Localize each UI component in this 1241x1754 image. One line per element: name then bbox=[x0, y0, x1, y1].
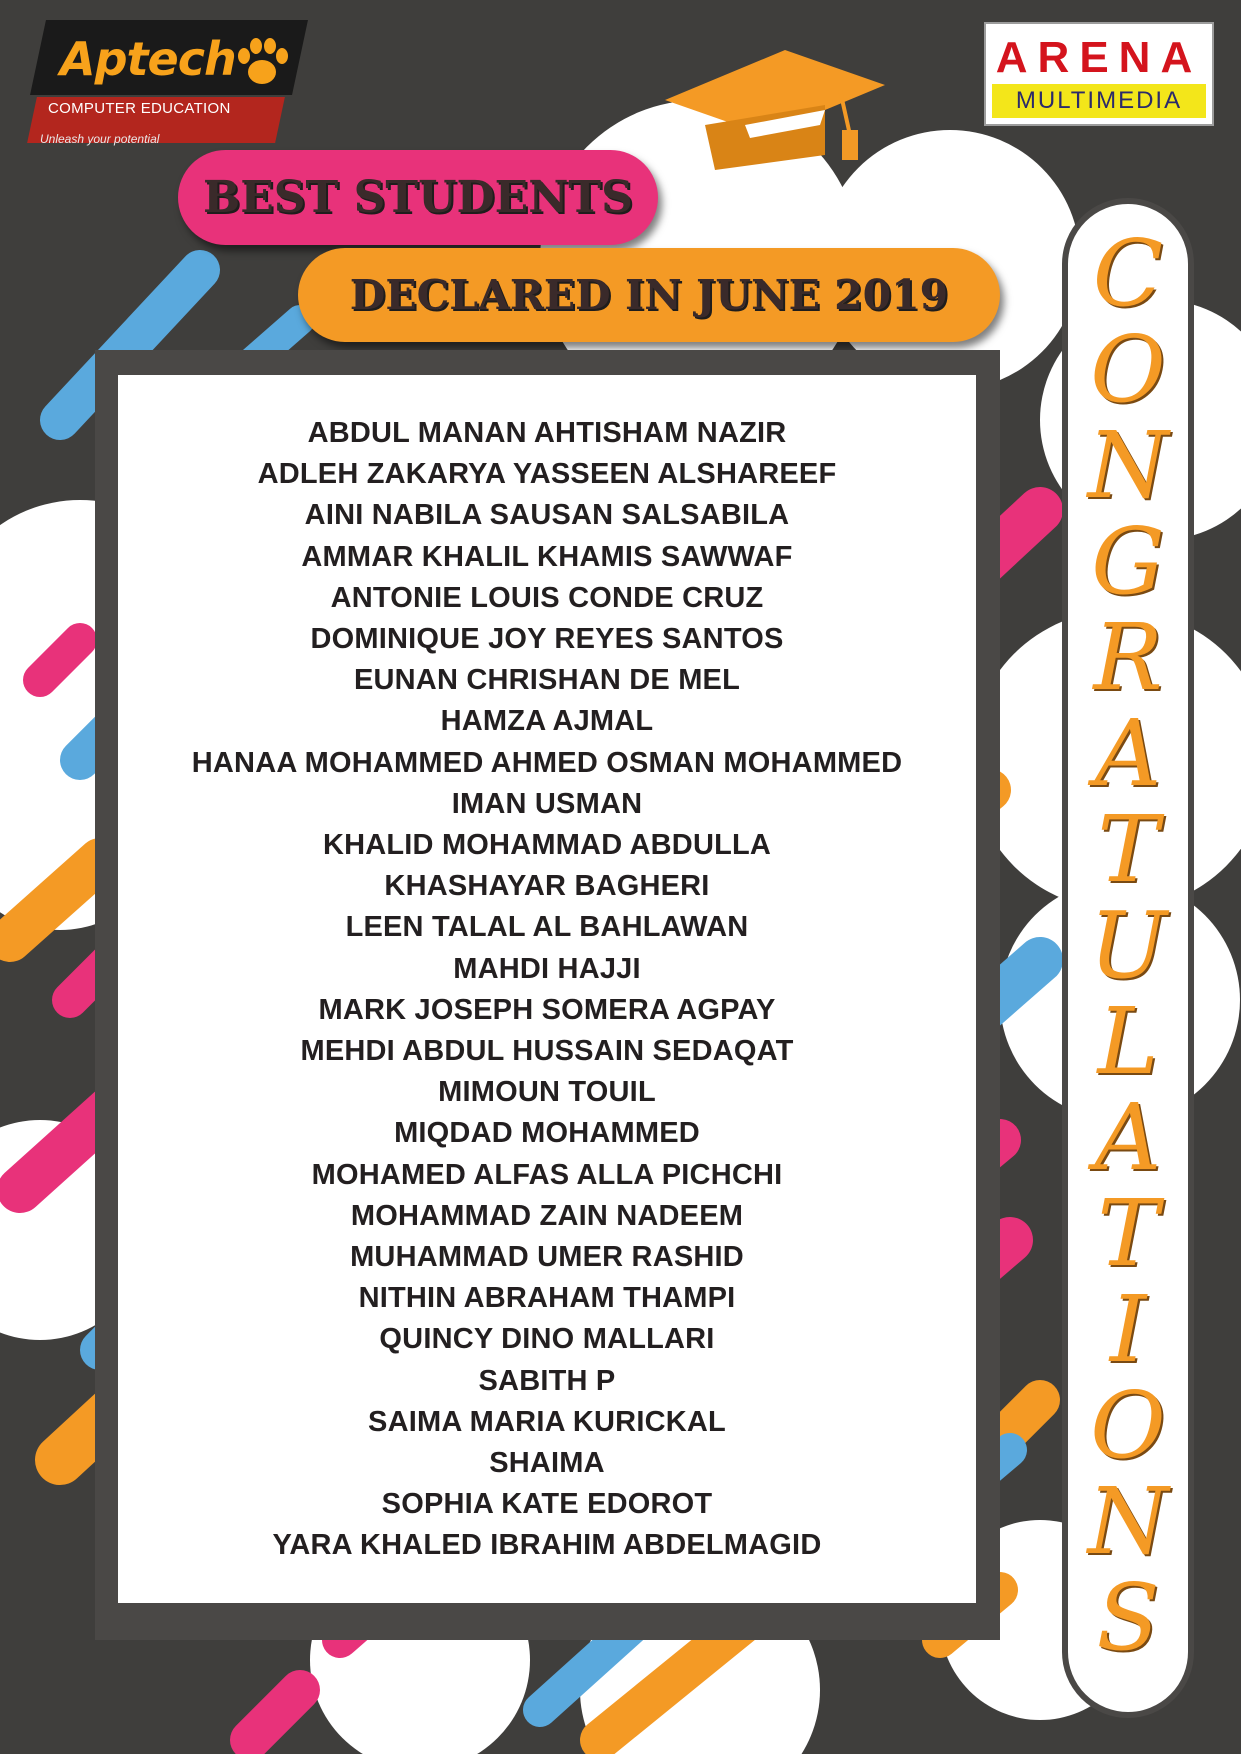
student-name: MUHAMMAD UMER RASHID bbox=[350, 1241, 744, 1274]
student-name: AMMAR KHALIL KHAMIS SAWWAF bbox=[301, 540, 793, 573]
student-name: HAMZA AJMAL bbox=[440, 705, 654, 738]
arena-logo-top: ARENA bbox=[995, 33, 1203, 82]
student-name: MARK JOSEPH SOMERA AGPAY bbox=[318, 993, 776, 1026]
declared-date-banner: DECLARED IN JUNE 2019 bbox=[298, 248, 1000, 342]
congratulations-letter: T bbox=[1097, 796, 1159, 903]
congratulations-letter: R bbox=[1093, 604, 1163, 711]
congratulations-letter: O bbox=[1090, 316, 1166, 423]
congratulations-letter: U bbox=[1089, 892, 1167, 999]
congratulations-letter: I bbox=[1109, 1276, 1147, 1383]
congratulations-letter: T bbox=[1097, 1180, 1159, 1287]
student-name: KHASHAYAR BAGHERI bbox=[384, 870, 710, 903]
congratulations-letter: O bbox=[1090, 1372, 1166, 1479]
congratulations-letter: N bbox=[1087, 412, 1169, 519]
student-name: MIMOUN TOUIL bbox=[438, 1076, 656, 1109]
congratulations-pill bbox=[1062, 198, 1194, 1718]
student-name: ABDUL MANAN AHTISHAM NAZIR bbox=[307, 417, 787, 449]
graduation-cap-icon bbox=[635, 30, 895, 180]
student-name: MIQDAD MOHAMMED bbox=[394, 1117, 700, 1150]
aptech-logo-subtitle: COMPUTER EDUCATION bbox=[48, 100, 231, 117]
student-name: SHAIMA bbox=[489, 1447, 605, 1480]
student-name: MOHAMED ALFAS ALLA PICHCHI bbox=[311, 1158, 783, 1191]
student-list-panel bbox=[118, 375, 976, 1603]
congratulations-letter: A bbox=[1094, 1084, 1162, 1191]
student-name: IMAN USMAN bbox=[451, 787, 643, 820]
student-name: EUNAN CHRISHAN DE MEL bbox=[353, 664, 741, 697]
student-name: HANAA MOHAMMED AHMED OSMAN MOHAMMED bbox=[191, 746, 903, 779]
student-name: LEEN TALAL AL BAHLAWAN bbox=[345, 911, 749, 944]
aptech-logo-name: Aptech bbox=[60, 32, 236, 86]
student-name: NITHIN ABRAHAM THAMPI bbox=[358, 1282, 736, 1315]
student-name: ADLEH ZAKARYA YASSEEN ALSHAREEF bbox=[257, 458, 837, 491]
arena-multimedia-logo bbox=[984, 22, 1214, 126]
student-name: QUINCY DINO MALLARI bbox=[379, 1323, 715, 1356]
congratulations-letter: L bbox=[1097, 988, 1159, 1095]
student-name: DOMINIQUE JOY REYES SANTOS bbox=[310, 623, 784, 656]
congratulations-letter: A bbox=[1094, 700, 1162, 807]
student-name: SABITH P bbox=[478, 1364, 616, 1397]
aptech-logo bbox=[30, 20, 300, 150]
congratulations-letter: C bbox=[1092, 220, 1164, 327]
paw-icon bbox=[230, 32, 292, 92]
student-name: MAHDI HAJJI bbox=[453, 952, 641, 985]
best-students-banner: BEST STUDENTS bbox=[178, 150, 658, 245]
congratulations-letter: G bbox=[1091, 508, 1165, 615]
student-name: YARA KHALED IBRAHIM ABDELMAGID bbox=[272, 1529, 822, 1562]
student-name: MEHDI ABDUL HUSSAIN SEDAQAT bbox=[300, 1035, 794, 1068]
student-name: SAIMA MARIA KURICKAL bbox=[368, 1405, 726, 1438]
congratulations-letter: S bbox=[1096, 1564, 1160, 1671]
student-name: ANTONIE LOUIS CONDE CRUZ bbox=[330, 581, 764, 614]
congratulations-text bbox=[1068, 220, 1188, 1671]
student-name-list bbox=[118, 413, 976, 1567]
student-name: MOHAMMAD ZAIN NADEEM bbox=[350, 1199, 744, 1232]
arena-logo-bottom: MULTIMEDIA bbox=[992, 84, 1206, 118]
aptech-logo-tagline: Unleash your potential bbox=[40, 132, 160, 146]
student-name: AINI NABILA SAUSAN SALSABILA bbox=[304, 499, 790, 532]
student-name: SOPHIA KATE EDOROT bbox=[381, 1488, 713, 1521]
congratulations-letter: N bbox=[1087, 1468, 1169, 1575]
student-name: KHALID MOHAMMAD ABDULLA bbox=[322, 829, 772, 862]
